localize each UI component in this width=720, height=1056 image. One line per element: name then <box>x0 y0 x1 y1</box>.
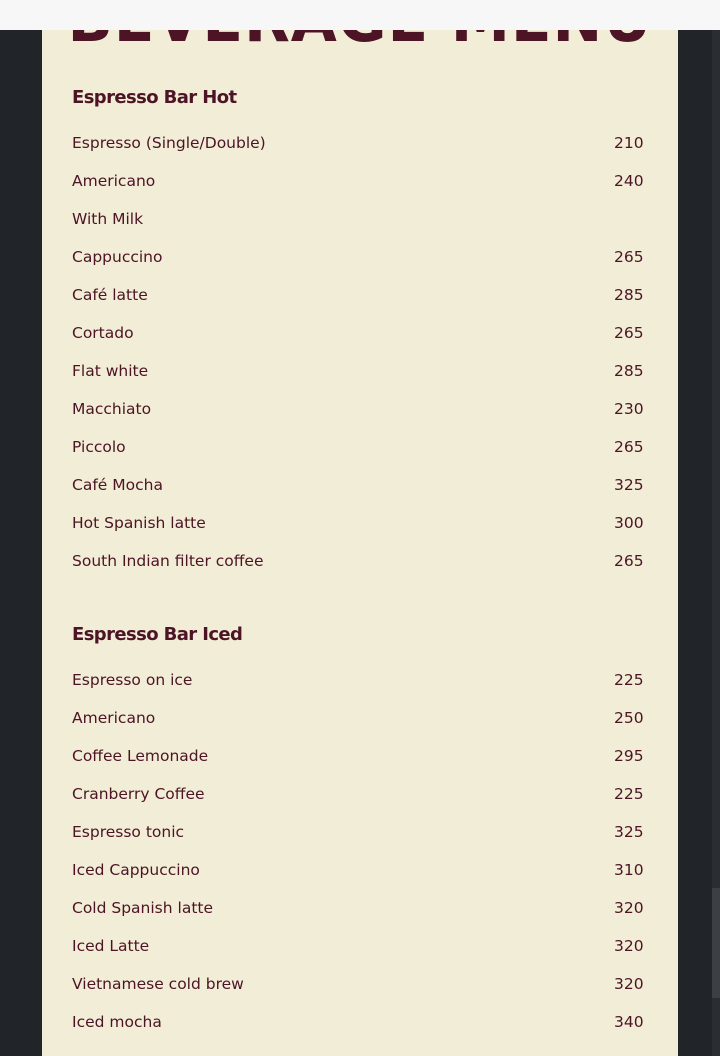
item-price: 340 <box>614 1013 644 1031</box>
item-price: 265 <box>614 438 644 456</box>
item-name: Hot Spanish latte <box>72 514 206 532</box>
item-price: 225 <box>614 785 644 803</box>
item-price: 320 <box>614 975 644 993</box>
menu-item <box>72 436 646 458</box>
item-name: Cappuccino <box>72 248 163 266</box>
item-name: Iced Cappuccino <box>72 861 200 879</box>
item-name: Café latte <box>72 286 148 304</box>
item-price: 320 <box>614 899 644 917</box>
item-name: Macchiato <box>72 400 152 418</box>
item-price: 310 <box>614 861 644 879</box>
item-price: 265 <box>614 248 644 266</box>
item-name: Espresso on ice <box>72 671 193 689</box>
item-price: 285 <box>614 286 644 304</box>
item-name: Iced Latte <box>72 937 150 955</box>
item-price: 265 <box>614 324 644 342</box>
item-name: Espresso (Single/Double) <box>72 134 266 152</box>
menu-item <box>72 512 646 534</box>
menu-item <box>72 550 646 572</box>
menu-item <box>72 398 646 420</box>
item-price: 265 <box>614 552 644 570</box>
item-price: 230 <box>614 400 644 418</box>
item-price: 225 <box>614 671 644 689</box>
menu-page <box>42 0 678 1056</box>
menu-item <box>72 783 646 805</box>
menu-item <box>72 973 646 995</box>
item-name: Cranberry Coffee <box>72 785 205 803</box>
menu-item <box>72 707 646 729</box>
menu-item <box>72 821 646 843</box>
item-price: 325 <box>614 476 644 494</box>
menu-item <box>72 1011 646 1033</box>
menu-item <box>72 322 646 344</box>
item-name: Americano <box>72 709 156 727</box>
item-name: Piccolo <box>72 438 126 456</box>
item-name: Cold Spanish latte <box>72 899 214 917</box>
item-price: 250 <box>614 709 644 727</box>
menu-item <box>72 859 646 881</box>
item-price: 325 <box>614 823 644 841</box>
item-price: 320 <box>614 937 644 955</box>
item-name: Coffee Lemonade <box>72 747 209 765</box>
scrollbar-thumb[interactable] <box>712 888 720 998</box>
item-price: 300 <box>614 514 644 532</box>
menu-item <box>72 170 646 192</box>
item-name: South Indian filter coffee <box>72 552 264 570</box>
menu-item <box>72 897 646 919</box>
item-price: 210 <box>614 134 644 152</box>
section-title-hot: Espresso Bar Hot <box>72 87 237 108</box>
menu-item <box>72 474 646 496</box>
menu-item <box>72 208 646 230</box>
item-price: 285 <box>614 362 644 380</box>
menu-item <box>72 935 646 957</box>
menu-item <box>72 132 646 154</box>
item-name: With Milk <box>72 210 144 228</box>
item-name: Iced mocha <box>72 1013 162 1031</box>
item-name: Café Mocha <box>72 476 163 494</box>
item-price: 240 <box>614 172 644 190</box>
menu-item <box>72 360 646 382</box>
item-name: Flat white <box>72 362 149 380</box>
menu-item <box>72 246 646 268</box>
item-name: Espresso tonic <box>72 823 185 841</box>
menu-item <box>72 745 646 767</box>
item-name: Vietnamese cold brew <box>72 975 244 993</box>
menu-item <box>72 669 646 691</box>
section-title-iced: Espresso Bar Iced <box>72 624 243 645</box>
item-price: 295 <box>614 747 644 765</box>
item-name: Cortado <box>72 324 134 342</box>
menu-item <box>72 284 646 306</box>
item-name: Americano <box>72 172 156 190</box>
browser-top-bar <box>0 0 720 30</box>
